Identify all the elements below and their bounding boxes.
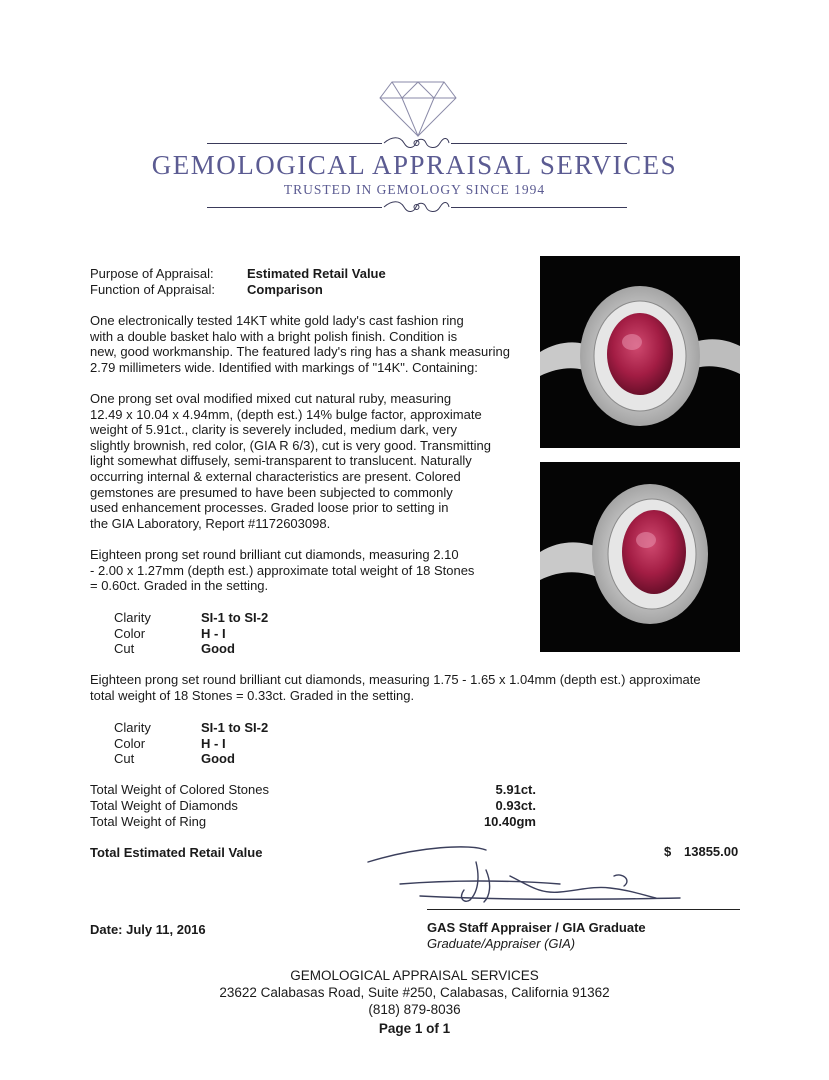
- scroll-ornament-icon: [382, 198, 451, 216]
- ruby-ring-angled-icon: [540, 462, 740, 652]
- grade-row: Cut Good: [114, 751, 235, 767]
- grade-table-2: [114, 720, 314, 767]
- signature-line: [427, 909, 740, 910]
- page-number: Page 1 of 1: [378, 1021, 451, 1036]
- diamonds-description-1: Eighteen prong set round brilliant cut diamonds, measuring 2.10 - 2.00 x 1.27mm (depth est.) approximate total weight of 18 Stones = 0.60ct. Graded in the setting.: [90, 547, 475, 594]
- ring-description: One electronically tested 14KT white gold lady's cast fashion ring with a double basket halo with a bright polish finish. Condition is new, good workmanship. The featured lady's ring has a shank measuring 2.79 millimeters wide. Identified with markings of "14K". Containing:: [90, 313, 510, 375]
- ring-photo-angled: [540, 462, 740, 652]
- function-value: Comparison: [247, 282, 323, 297]
- retail-value-label: Total Estimated Retail Value: [90, 845, 263, 860]
- footer-phone: (818) 879-8036: [368, 1002, 461, 1017]
- appraiser-signature-icon: [360, 840, 720, 910]
- ring-photo-front: [540, 256, 740, 448]
- grade-row: Cut Good: [114, 641, 235, 657]
- total-row: Total Weight of Colored Stones 5.91ct.: [90, 782, 536, 797]
- purpose-label: Purpose of Appraisal:: [90, 266, 214, 281]
- header-rule-bottom: [207, 207, 382, 208]
- header-rule-top: [451, 143, 627, 144]
- appraisal-date: Date: July 11, 2016: [90, 922, 206, 937]
- totals-table: [90, 782, 540, 830]
- grade-row: Clarity SI-1 to SI-2: [114, 610, 269, 625]
- function-label: Function of Appraisal:: [90, 282, 216, 297]
- grade-row: Color H - I: [114, 625, 226, 641]
- retail-currency: $: [664, 844, 672, 859]
- diamonds-description-2: Eighteen prong set round brilliant cut diamonds, measuring 1.75 - 1.65 x 1.04mm (depth est.) approximate total weight of 18 Stones = 0.33ct. Graded in the setting.: [90, 672, 701, 703]
- grade-row: Color H - I: [114, 735, 226, 751]
- purpose-value: Estimated Retail Value: [247, 266, 386, 281]
- header-rule-bottom: [451, 207, 627, 208]
- grade-table-1: [114, 610, 314, 657]
- total-row: Total Weight of Ring 10.40gm: [90, 814, 536, 829]
- company-tagline: TRUSTED IN GEMOLOGY SINCE 1994: [283, 182, 546, 197]
- appraiser-subtitle: Graduate/Appraiser (GIA): [427, 936, 576, 951]
- header-rule-top: [207, 143, 382, 144]
- diamond-logo-icon: [378, 80, 458, 138]
- total-row: Total Weight of Diamonds 0.93ct.: [90, 798, 536, 813]
- grade-row: Clarity SI-1 to SI-2: [114, 720, 269, 735]
- appraiser-title: GAS Staff Appraiser / GIA Graduate: [427, 920, 646, 935]
- ruby-ring-front-icon: [540, 256, 740, 448]
- footer-company: GEMOLOGICAL APPRAISAL SERVICES: [290, 968, 539, 983]
- retail-value: 13855.00: [684, 844, 739, 859]
- footer-address: 23622 Calabasas Road, Suite #250, Calabasas, California 91362: [219, 985, 610, 1000]
- ruby-description: One prong set oval modified mixed cut natural ruby, measuring 12.49 x 10.04 x 4.94mm, (depth est.) 14% bulge factor, approximate weight of 5.91ct., clarity is severely included, medium dark, very slightly brownish, red color, (GIA R 6/3), cut is very good. Transmitting light somewhat diffusely, semi-transparent to translucent. Naturally occurring internal & external characteristics are present. Colored gemstones are presumed to have been subjected to commonly used enhancement processes. Graded loose prior to setting in the GIA Laboratory, Report #1172603098.: [90, 391, 491, 531]
- company-logo-title: GEMOLOGICAL APPRAISAL SERVICES: [151, 150, 678, 180]
